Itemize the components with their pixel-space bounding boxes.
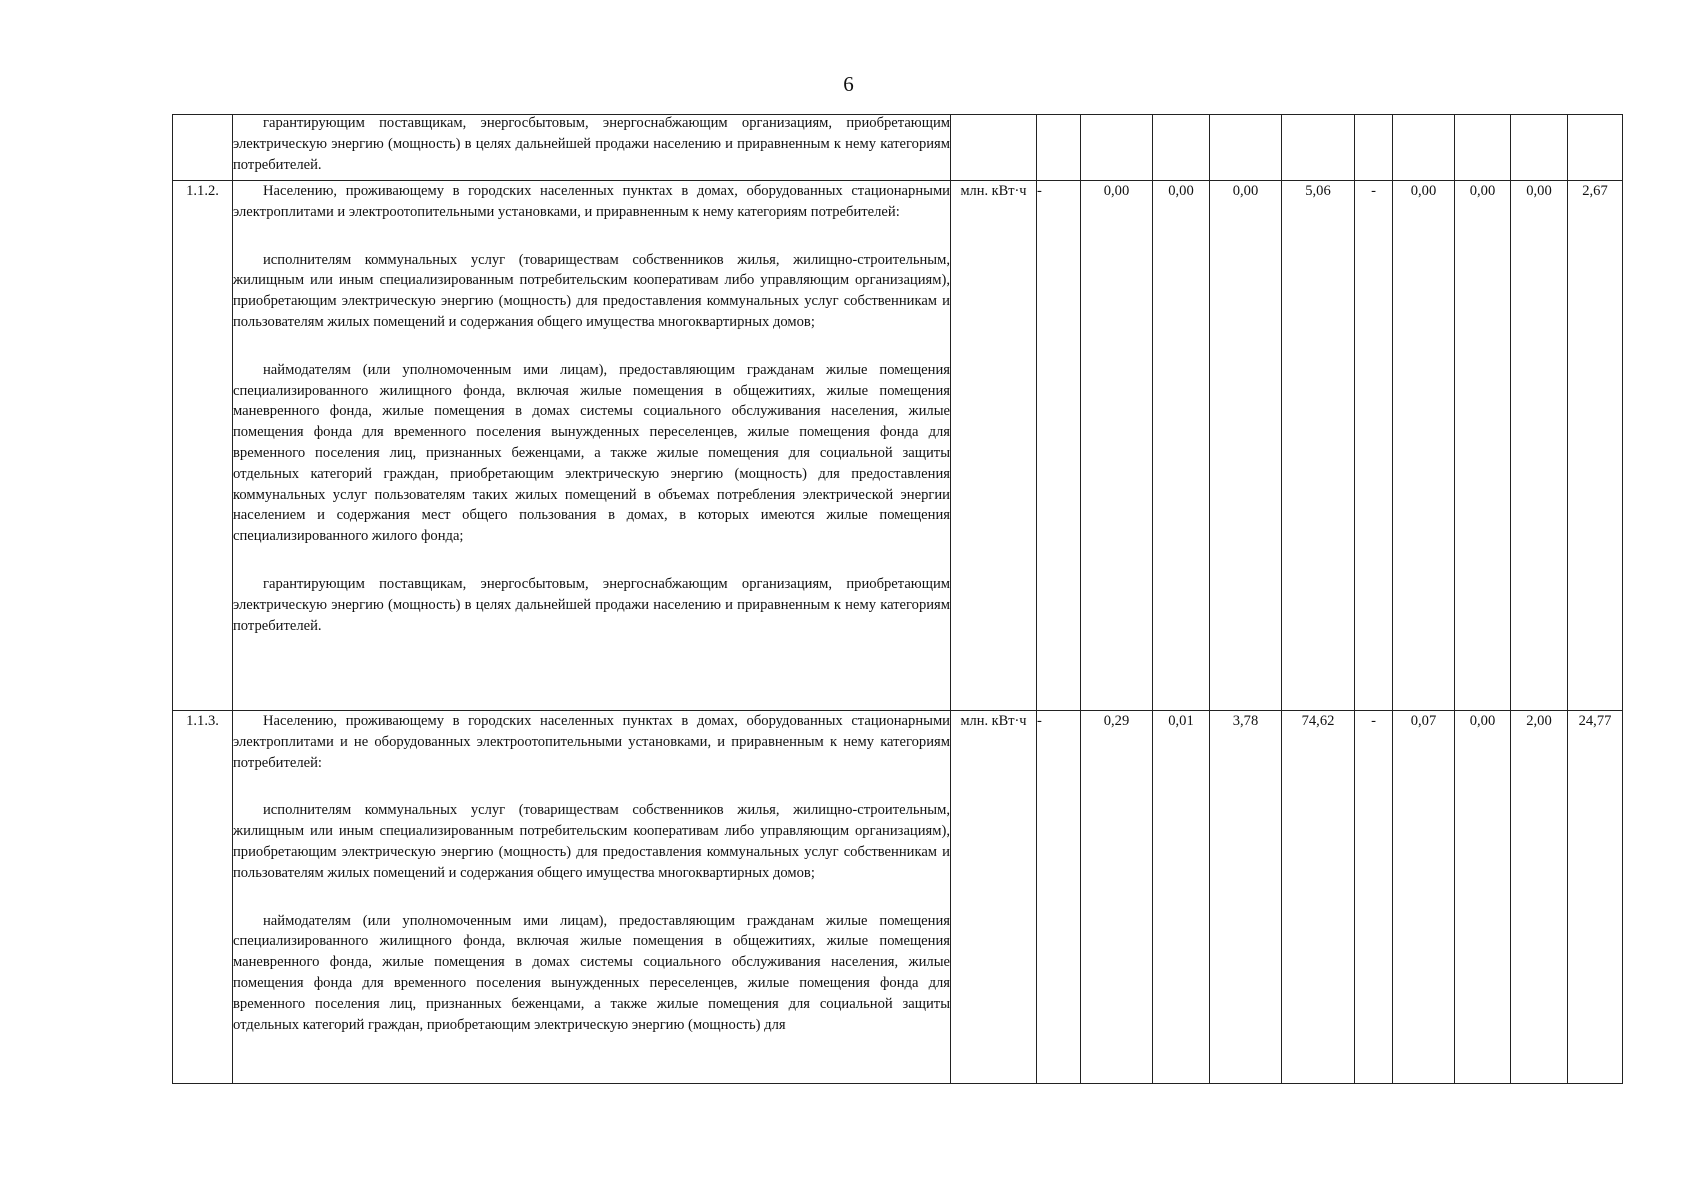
tariff-volume-table [172,114,1623,1084]
unit-cell: млн. кВт·ч [951,711,1037,1084]
description-paragraph: наймодателям (или уполномоченным ими лицам), предоставляющим гражданам жилые помещения специализированного жилищного фонда, включая жилые помещения в общежитиях, жилые помещения маневренного фонда, жилые помещения в домах системы социального обслуживания населения, жилые помещения фонда для временного поселения вынужденных переселенцев, жилые помещения фонда для временного поселения лиц, признанных беженцами, а также жилые помещения для социальной защиты отдельных категорий граждан, приобретающим электрическую энергию (мощность) для предоставления коммунальных услуг пользователям таких жилых помещений в объемах потребления электрической энергии населением и содержания мест общего пользования в домах, в которых имеются жилые помещения специализированного жилого фонда; [233,361,950,545]
description-paragraph: Населению, проживающему в городских населенных пунктах в домах, оборудованных стационарными электроплитами и не оборудованных электроотопительными установками, и приравненным к нему категориям потребителей: [233,713,950,771]
row-description [233,115,951,181]
value-cell: 0,00 [1393,181,1455,711]
row-number: 1.1.2. [173,181,233,711]
value-cell: 5,06 [1282,181,1355,711]
value-cell: 0,07 [1393,711,1455,1084]
value-cell [1153,115,1210,181]
row-description [233,711,951,1084]
value-cell: 0,00 [1153,181,1210,711]
value-cell: 0,00 [1455,711,1511,1084]
description-paragraph: гарантирующим поставщикам, энергосбытовым, энергоснабжающим организациям, приобретающим электрическую энергию (мощность) в целях дальнейшей продажи населению и приравненным к нему категориям потребителей. [233,115,950,173]
value-cell: - [1037,181,1081,711]
unit-cell [951,115,1037,181]
page-number: 6 [843,72,854,96]
value-cell: 3,78 [1210,711,1282,1084]
table-row [173,181,1623,711]
value-cell: 24,77 [1568,711,1623,1084]
description-paragraph: гарантирующим поставщикам, энергосбытовым, энергоснабжающим организациям, приобретающим электрическую энергию (мощность) в целях дальнейшей продажи населению и приравненным к нему категориям потребителей. [233,575,950,634]
description-paragraph: Населению, проживающему в городских населенных пунктах в домах, оборудованных стационарными электроплитами и электроотопительными установками, и приравненным к нему категориям потребителей: [233,183,950,220]
value-cell [1081,115,1153,181]
value-cell [1282,115,1355,181]
table-row [173,711,1623,1084]
unit-cell: млн. кВт·ч [951,181,1037,711]
value-cell [1037,115,1081,181]
value-cell: 2,00 [1511,711,1568,1084]
value-cell [1355,115,1393,181]
value-cell: 0,00 [1511,181,1568,711]
value-cell [1568,115,1623,181]
value-cell [1455,115,1511,181]
description-paragraph: исполнителям коммунальных услуг (товариществам собственников жилья, жилищно-строительным, жилищным или иным специализированным потребительским кооперативам либо управляющим организациям), приобретающим электрическую энергию (мощность) для предоставления коммунальных услуг собственникам и пользователям жилых помещений и содержания общего имущества многоквартирных домов; [233,251,950,330]
value-cell [1393,115,1455,181]
row-description [233,181,951,711]
value-cell: - [1355,181,1393,711]
value-cell: 0,01 [1153,711,1210,1084]
value-cell [1210,115,1282,181]
description-paragraph: наймодателям (или уполномоченным ими лицам), предоставляющим гражданам жилые помещения специализированного жилищного фонда, включая жилые помещения в общежитиях, жилые помещения маневренного фонда, жилые помещения в домах системы социального обслуживания населения, жилые помещения фонда для временного поселения вынужденных переселенцев, жилые помещения фонда для временного поселения лиц, признанных беженцами, а также жилые помещения для социальной защиты отдельных категорий граждан, приобретающим электрическую энергию (мощность) для [233,912,950,1033]
row-number: 1.1.3. [173,711,233,1084]
value-cell: 2,67 [1568,181,1623,711]
value-cell: - [1355,711,1393,1084]
value-cell: 0,29 [1081,711,1153,1084]
value-cell: - [1037,711,1081,1084]
row-number [173,115,233,181]
value-cell: 74,62 [1282,711,1355,1084]
value-cell: 0,00 [1210,181,1282,711]
table-row [173,115,1623,181]
value-cell: 0,00 [1455,181,1511,711]
value-cell [1511,115,1568,181]
description-paragraph: исполнителям коммунальных услуг (товариществам собственников жилья, жилищно-строительным, жилищным или иным специализированным потребительским кооперативам либо управляющим организациям), приобретающим электрическую энергию (мощность) для предоставления коммунальных услуг собственникам и пользователям жилых помещений и содержания общего имущества многоквартирных домов; [233,802,950,881]
value-cell: 0,00 [1081,181,1153,711]
